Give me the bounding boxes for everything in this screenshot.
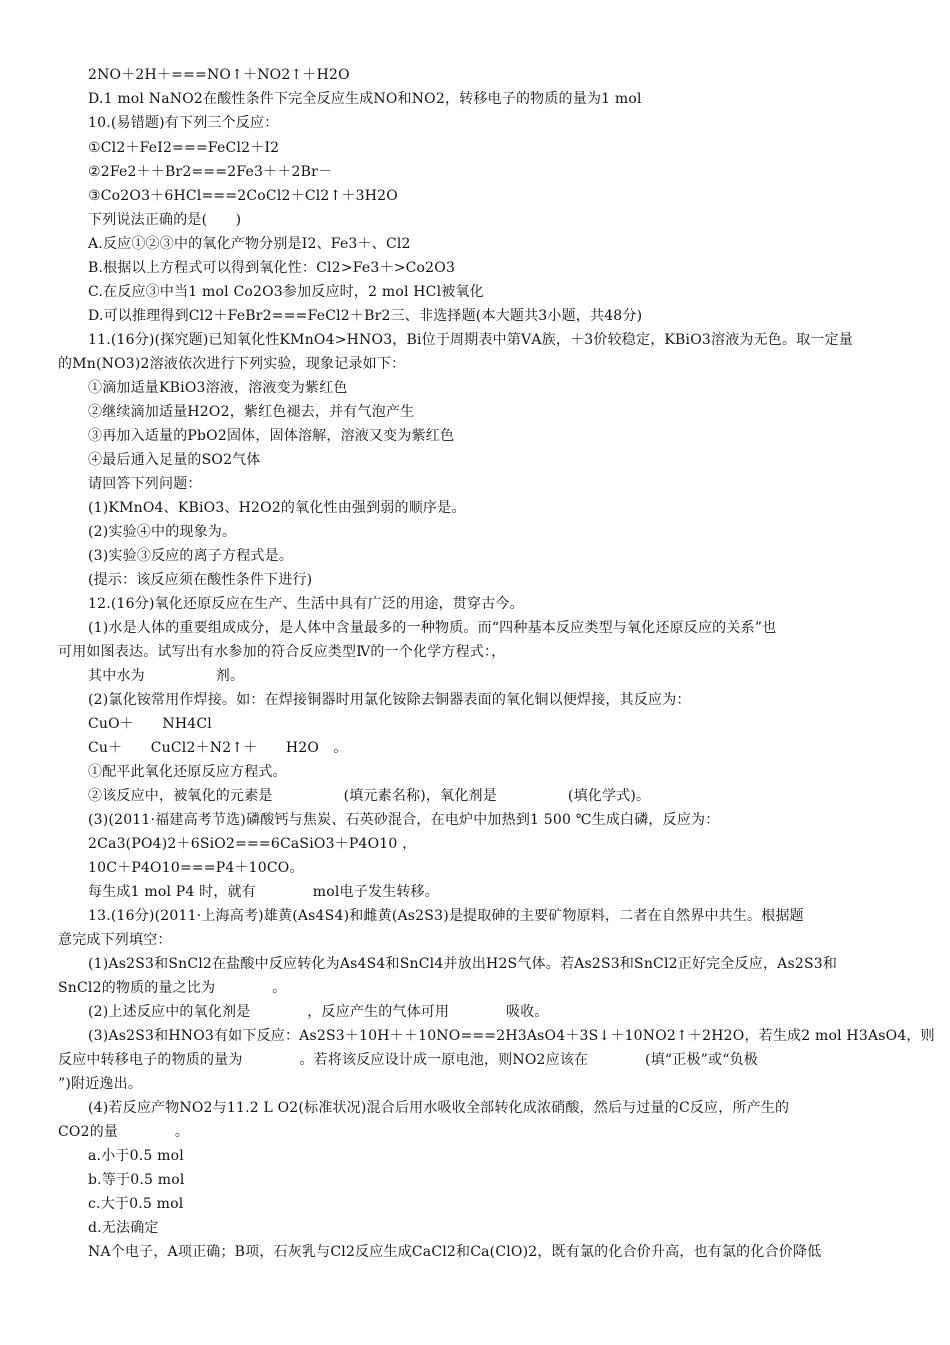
text-line: ①滴加适量KBiO3溶液，溶液变为紫红色 bbox=[88, 380, 348, 396]
text-line: 下列说法正确的是( ) bbox=[88, 212, 242, 228]
text-line: 意完成下列填空： bbox=[58, 932, 172, 948]
text-line: (1)水是人体的重要组成成分，是人体中含量最多的一种物质。而“四种基本反应类型与氧化还原反应的关系”也 bbox=[88, 620, 777, 636]
text-line: ②继续滴加适量H2O2，紫红色褪去，并有气泡产生 bbox=[88, 404, 415, 420]
text-line: A.反应①②③中的氧化产物分别是I2、Fe3＋、Cl2 bbox=[88, 236, 411, 252]
text-line: a.小于0.5 mol bbox=[88, 1148, 184, 1164]
text-line: ”)附近逸出。 bbox=[58, 1076, 143, 1092]
text-line: (1)As2S3和SnCl2在盐酸中反应转化为As4S4和SnCl4并放出H2S气体。若As2S3和SnCl2正好完全反应，As2S3和 bbox=[88, 956, 838, 972]
text-line: D.1 mol NaNO2在酸性条件下完全反应生成NO和NO2，转移电子的物质的量为1 mol bbox=[88, 91, 642, 107]
text-line: ③Co2O3＋6HCl===2CoCl2＋Cl2↑＋3H2O bbox=[88, 188, 398, 204]
text-line: 的Mn(NO3)2溶液依次进行下列实验，现象记录如下： bbox=[58, 356, 406, 372]
text-line: (2)实验④中的现象为。 bbox=[88, 524, 237, 540]
text-line: (3)As2S3和HNO3有如下反应：As2S3＋10H＋＋10NO===2H3AsO4＋3S↓＋10NO2↑＋2H2O，若生成2 mol H3AsO4，则 bbox=[88, 1028, 935, 1044]
text-line: b.等于0.5 mol bbox=[88, 1172, 185, 1188]
text-line: (2)氯化铵常用作焊接。如：在焊接铜器时用氯化铵除去铜器表面的氧化铜以便焊接，其反应为： bbox=[88, 692, 691, 708]
text-line: C.在反应③中当1 mol Co2O3参加反应时，2 mol HCl被氧化 bbox=[88, 284, 484, 300]
text-line: SnCl2的物质的量之比为 。 bbox=[58, 980, 287, 996]
text-line: 2Ca3(PO4)2＋6SiO2===6CaSiO3＋P4O10 ， bbox=[88, 836, 417, 852]
text-line: ④最后通入足量的SO2气体 bbox=[88, 452, 261, 468]
text-line: 11.(16分)(探究题)已知氧化性KMnO4>HNO3，Bi位于周期表中第ⅤA族，＋3价较稳定，KBiO3溶液为无色。取一定量 bbox=[88, 332, 853, 348]
text-line: ①配平此氧化还原反应方程式。 bbox=[88, 764, 287, 780]
text-line: Cu＋ CuCl2＋N2↑＋ H2O 。 bbox=[88, 740, 348, 756]
text-line: (1)KMnO4、KBiO3、H2O2的氧化性由强到弱的顺序是。 bbox=[88, 500, 466, 516]
text-line: ①Cl2＋FeI2===FeCl2＋I2 bbox=[88, 140, 280, 156]
text-line: 12.(16分)氧化还原反应在生产、生活中具有广泛的用途，贯穿古今。 bbox=[88, 596, 524, 612]
text-line: 每生成1 mol P4 时，就有 mol电子发生转移。 bbox=[88, 884, 439, 900]
text-line: ②该反应中，被氧化的元素是 (填元素名称)，氧化剂是 (填化学式)。 bbox=[88, 788, 651, 804]
text-line: CuO＋ NH4Cl bbox=[88, 716, 212, 732]
text-line: d.无法确定 bbox=[88, 1220, 159, 1236]
text-line: ②2Fe2＋＋Br2===2Fe3＋＋2Br－ bbox=[88, 164, 333, 180]
text-line: 可用如图表达。试写出有水参加的符合反应类型Ⅳ的一个化学方程式：， bbox=[58, 644, 506, 660]
text-line: c.大于0.5 mol bbox=[88, 1196, 184, 1212]
text-line: ③再加入适量的PbO2固体，固体溶解，溶液又变为紫红色 bbox=[88, 428, 455, 444]
text-line: 反应中转移电子的物质的量为 。若将该反应设计成一原电池，则NO2应该在 (填“正极”或“负极 bbox=[58, 1052, 758, 1068]
text-line: 10.(易错题)有下列三个反应： bbox=[88, 115, 279, 131]
text-line: (4)若反应产物NO2与11.2 L O2(标准状况)混合后用水吸收全部转化成浓硝酸，然后与过量的C反应，所产生的 bbox=[88, 1100, 790, 1116]
text-line: 其中水为 剂。 bbox=[88, 668, 245, 684]
text-line: NA个电子，A项正确；B项，石灰乳与Cl2反应生成CaCl2和Ca(ClO)2，既有氯的化合价升高，也有氯的化合价降低 bbox=[88, 1244, 822, 1260]
text-line: 13.(16分)(2011·上海高考)雄黄(As4S4)和雌黄(As2S3)是提取砷的主要矿物原料，二者在自然界中共生。根据题 bbox=[88, 908, 804, 924]
text-line: 10C＋P4O10===P4＋10CO。 bbox=[88, 860, 304, 876]
text-line: 请回答下列问题： bbox=[88, 476, 202, 492]
text-line: (提示：该反应须在酸性条件下进行) bbox=[88, 572, 313, 588]
text-line: CO2的量 。 bbox=[58, 1124, 190, 1140]
text-line: (2)上述反应中的氧化剂是 ，反应产生的气体可用 吸收。 bbox=[88, 1004, 549, 1020]
text-line: 2NO＋2H＋===NO↑＋NO2↑＋H2O bbox=[88, 67, 350, 83]
text-line: (3)实验③反应的离子方程式是。 bbox=[88, 548, 294, 564]
text-line: D.可以推理得到Cl2＋FeBr2===FeCl2＋Br2三、非选择题(本大题共3小题，共48分) bbox=[88, 308, 643, 324]
text-line: (3)(2011·福建高考节选)磷酸钙与焦炭、石英砂混合，在电炉中加热到1 500 ℃生成白磷，反应为： bbox=[88, 812, 720, 828]
text-line: B.根据以上方程式可以得到氧化性：Cl2>Fe3＋>Co2O3 bbox=[88, 260, 456, 276]
